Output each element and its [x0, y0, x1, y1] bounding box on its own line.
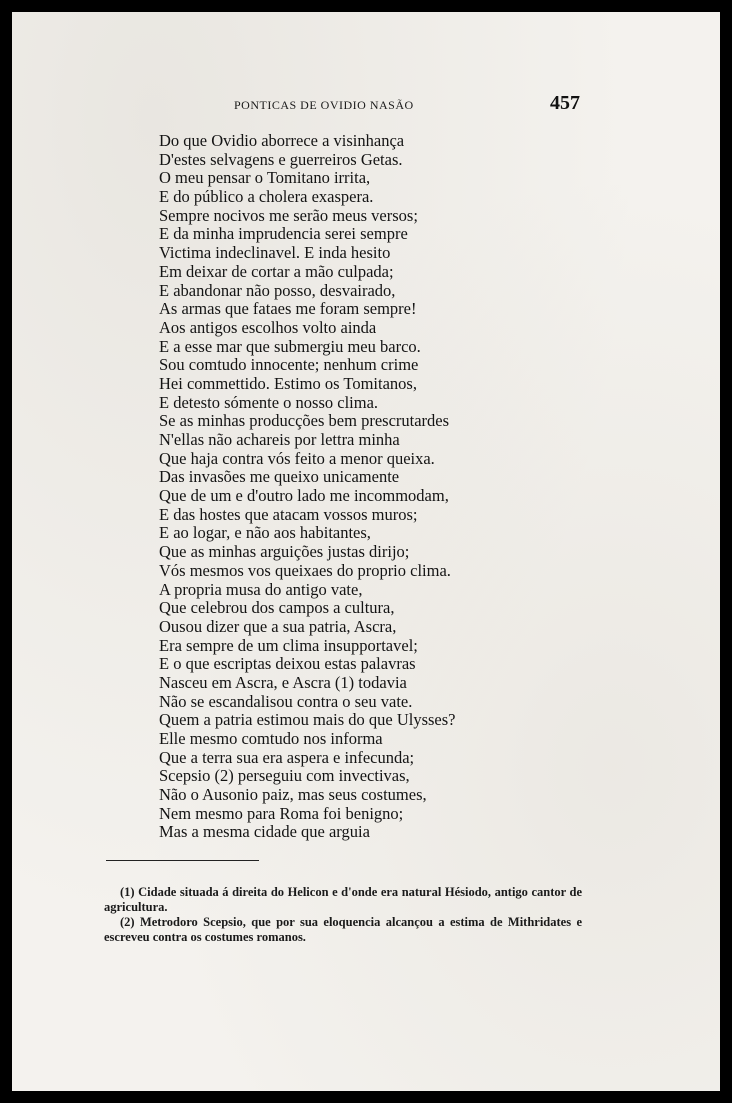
footnotes	[104, 885, 582, 945]
poem-line: Não o Ausonio paiz, mas seus costumes,	[159, 785, 427, 805]
poem-line: O meu pensar o Tomitano irrita,	[159, 168, 371, 188]
poem-line: Aos antigos escolhos volto ainda	[159, 317, 377, 337]
poem-line: E detesto sómente o nosso clima.	[159, 392, 379, 412]
poem-line: Ousou dizer que a sua patria, Ascra,	[159, 616, 397, 636]
poem-line: E das hostes que atacam vossos muros;	[159, 504, 418, 524]
poem-line: Mas a mesma cidade que arguia	[159, 822, 370, 842]
poem-line: Scepsio (2) perseguiu com invectivas,	[159, 766, 410, 786]
poem-line: N'ellas não achareis por lettra minha	[159, 430, 400, 449]
page-number: 457	[550, 92, 580, 114]
poem-line: E ao logar, e não aos habitantes,	[159, 523, 371, 543]
poem-line: E o que escriptas deixou estas palavras	[159, 654, 416, 674]
footnote-1: (1) Cidade situada á direita do Helicon e d'onde era natural Hésiodo, antigo cantor de agricultura.	[104, 885, 582, 914]
poem-line: Nem mesmo para Roma foi benigno;	[159, 803, 404, 823]
book-page	[12, 12, 720, 1091]
page-header	[12, 92, 720, 116]
poem-line: Em deixar de cortar a mão culpada;	[159, 261, 394, 281]
poem-line: E da minha imprudencia serei sempre	[159, 224, 408, 244]
poem-line: Que haja contra vós feito a menor queixa.	[159, 448, 435, 468]
poem-line: Se as minhas producções bem prescrutardes	[159, 411, 450, 431]
poem-text	[159, 132, 599, 842]
poem-line: Que as minhas arguições justas dirijo;	[159, 542, 410, 562]
poem-line: Quem a patria estimou mais do que Ulysses?	[159, 710, 456, 730]
poem-line: Das invasões me queixo unicamente	[159, 467, 400, 487]
poem-line: A propria musa do antigo vate,	[159, 579, 363, 599]
poem-line: E abandonar não posso, desvairado,	[159, 280, 396, 300]
poem-line: As armas que fataes me foram sempre!	[159, 299, 417, 319]
poem-line: Não se escandalisou contra o seu vate.	[159, 691, 413, 711]
poem-line: Que celebrou dos campos a cultura,	[159, 598, 395, 618]
poem-line: Sou comtudo innocente; nenhum crime	[159, 355, 419, 375]
poem-line: Sempre nocivos me serão meus versos;	[159, 205, 418, 225]
poem-line: Era sempre de um clima insupportavel;	[159, 635, 418, 655]
poem-line: Nasceu em Ascra, e Ascra (1) todavia	[159, 672, 407, 692]
footnote-divider	[106, 860, 259, 861]
poem-line: Vós mesmos vos queixaes do proprio clima.	[159, 560, 451, 580]
poem-line: Elle mesmo comtudo nos informa	[159, 729, 383, 748]
poem-line: E do público a cholera exaspera.	[159, 187, 374, 207]
poem-line: Do que Ovidio aborrece a visinhança	[159, 131, 405, 150]
poem-line: Que a terra sua era aspera e infecunda;	[159, 747, 415, 767]
poem-line: D'estes selvagens e guerreiros Getas.	[159, 149, 403, 169]
poem-line: E a esse mar que submergiu meu barco.	[159, 336, 421, 356]
poem-line: Hei commettido. Estimo os Tomitanos,	[159, 373, 417, 393]
poem-line: Victima indeclinavel. E inda hesito	[159, 243, 391, 263]
poem-line: Que de um e d'outro lado me incommodam,	[159, 486, 449, 506]
running-title: PONTICAS DE OVIDIO NASÃO	[234, 98, 414, 112]
footnote-2: (2) Metrodoro Scepsio, que por sua eloquencia alcançou a estima de Mithridates e escreveu contra os costumes romanos.	[104, 915, 582, 944]
